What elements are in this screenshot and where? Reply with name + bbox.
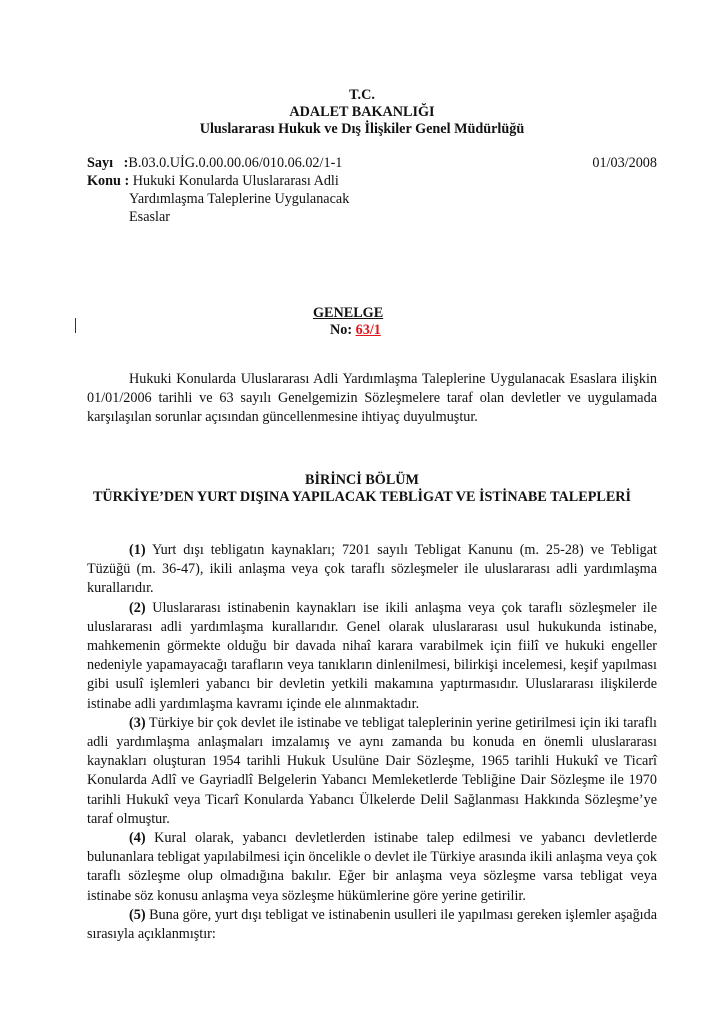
article-text: Yurt dışı tebligatın kaynakları; 7201 sayılı Tebligat Kanunu (m. 25-28) ve Tebligat Tüzüğü (m. 36-47), ikili anlaşma veya çok taraflı sözleşmeler ile uluslararası adli yardımlaşma kurallarıdır. [87,542,657,597]
article-paragraph [87,906,657,944]
subject-line-1: Hukuki Konularda Uluslararası Adli [132,173,339,189]
article-text: Buna göre, yurt dışı tebligat ve istinabenin usulleri ile yapılması gereken işlemler aşağıda sırasıyla açıklanmıştır: [87,906,657,943]
section-title: BİRİNCİ BÖLÜM [305,472,419,488]
article-number: (4) [129,830,146,847]
circular-number-label: No: [330,322,356,338]
subject-row [87,172,657,190]
subject-line-2: Yardımlaşma Taleplerine Uygulanacak [129,191,350,207]
article-paragraph [87,829,657,906]
article-paragraph [87,541,657,599]
subject-line-3: Esaslar [129,209,170,225]
article-number: (5) [129,906,146,923]
document-date: 01/03/2008 [592,155,657,171]
intro-paragraph [87,370,657,427]
circular-heading [312,305,383,339]
article-number: (1) [129,542,146,558]
reference-label: Sayı : [87,155,129,171]
article-paragraph [87,599,657,714]
reference-row [87,154,657,172]
article-text: Kural olarak, yabancı devletlerden istinabe talep edilmesi ve yabancı devletlerde bulunanlara tebligat yapılabilmesi için öncelikle o devlet ile Türkiye arasında ikili anlaşma veya çok taraflı sözleşme olup olmadığına bakılır. Eğer bir anlaşma veya sözleşme varsa tebligat veya istinabe söz konusu anlaşma veya sözleşme hükümlerine göre yerine getirilir. [87,830,657,904]
letterhead-directorate: Uluslararası Hukuk ve Dış İlişkiler Genel Müdürlüğü [199,121,525,137]
letterhead-tc: T.C. [349,87,375,103]
circular-title: GENELGE [313,305,384,321]
section-subtitle: TÜRKİYE’DEN YURT DIŞINA YAPILACAK TEBLİGAT VE İSTİNABE TALEPLERİ [92,489,632,505]
circular-number: 63/1 [355,322,381,338]
circular-number-line [312,322,383,339]
letterhead [0,87,724,138]
revision-change-bar [75,318,76,333]
article-text: Uluslararası istinabenin kaynakları ise ikili anlaşma veya çok taraflı sözleşmeler ile uluslararası adli yardımlaşma kurallarıdır. Genel olarak uluslararası usul hukukunda istinabe, mahkemenin görmekte olduğu bir davada nihaî karara varabilmek için fiilî ve hukuki engeller nedeniyle yapamayacağı tarafların veya tanıkların dinlenilmesi, bilirkişi incelemesi, keşif yapılması gibi usulî işlemleri yabancı bir devletin yetkili makamına yaptırmasıdır. Uluslararası ilişkilerde istinabe adli yardımlaşma kavramı içinde ele alınmaktadır. [87,599,657,712]
subject-label: Konu : [87,173,130,189]
intro-text: Hukuki Konularda Uluslararası Adli Yardımlaşma Taleplerine Uygulanacak Esaslara ilişkin 01/01/2006 tarihli ve 63 sayılı Genelgemizin Sözleşmelere taraf olan devletler ve uygulamada karşılaşılan sorunlar açısından güncellenmesine ihtiyaç duyulmuştur. [87,371,657,425]
letterhead-ministry: ADALET BAKANLIĞI [289,104,435,120]
article-number: (3) [129,714,146,731]
document-meta [87,154,657,226]
section-heading [0,472,724,506]
reference-number: B.03.0.UİG.0.00.00.06/010.06.02/1-1 [128,155,343,171]
section-body [87,541,657,944]
article-number: (2) [129,599,146,616]
article-paragraph [87,714,657,829]
article-text: Türkiye bir çok devlet ile istinabe ve tebligat taleplerinin yerine getirilmesi için iki taraflı adli yardımlaşma anlaşmaları imzalamış ve aynı zamanda bu konuda en önemli uluslararası kaynakları oluşturan 1954 tarihli Hukuk Usulüne Dair Sözleşme, 1965 tarihli Hukukî ve Ticarî Konularda Adlî ve Gayriadlî Belgelerin Yabancı Memleketlerde Tebliğine Dair Sözleşme ile 1970 tarihli Hukukî veya Ticarî Konularda Yabancı Ülkelerde Delil Sağlanması Hakkında Sözleşme’ye taraf olmuştur. [87,714,657,827]
